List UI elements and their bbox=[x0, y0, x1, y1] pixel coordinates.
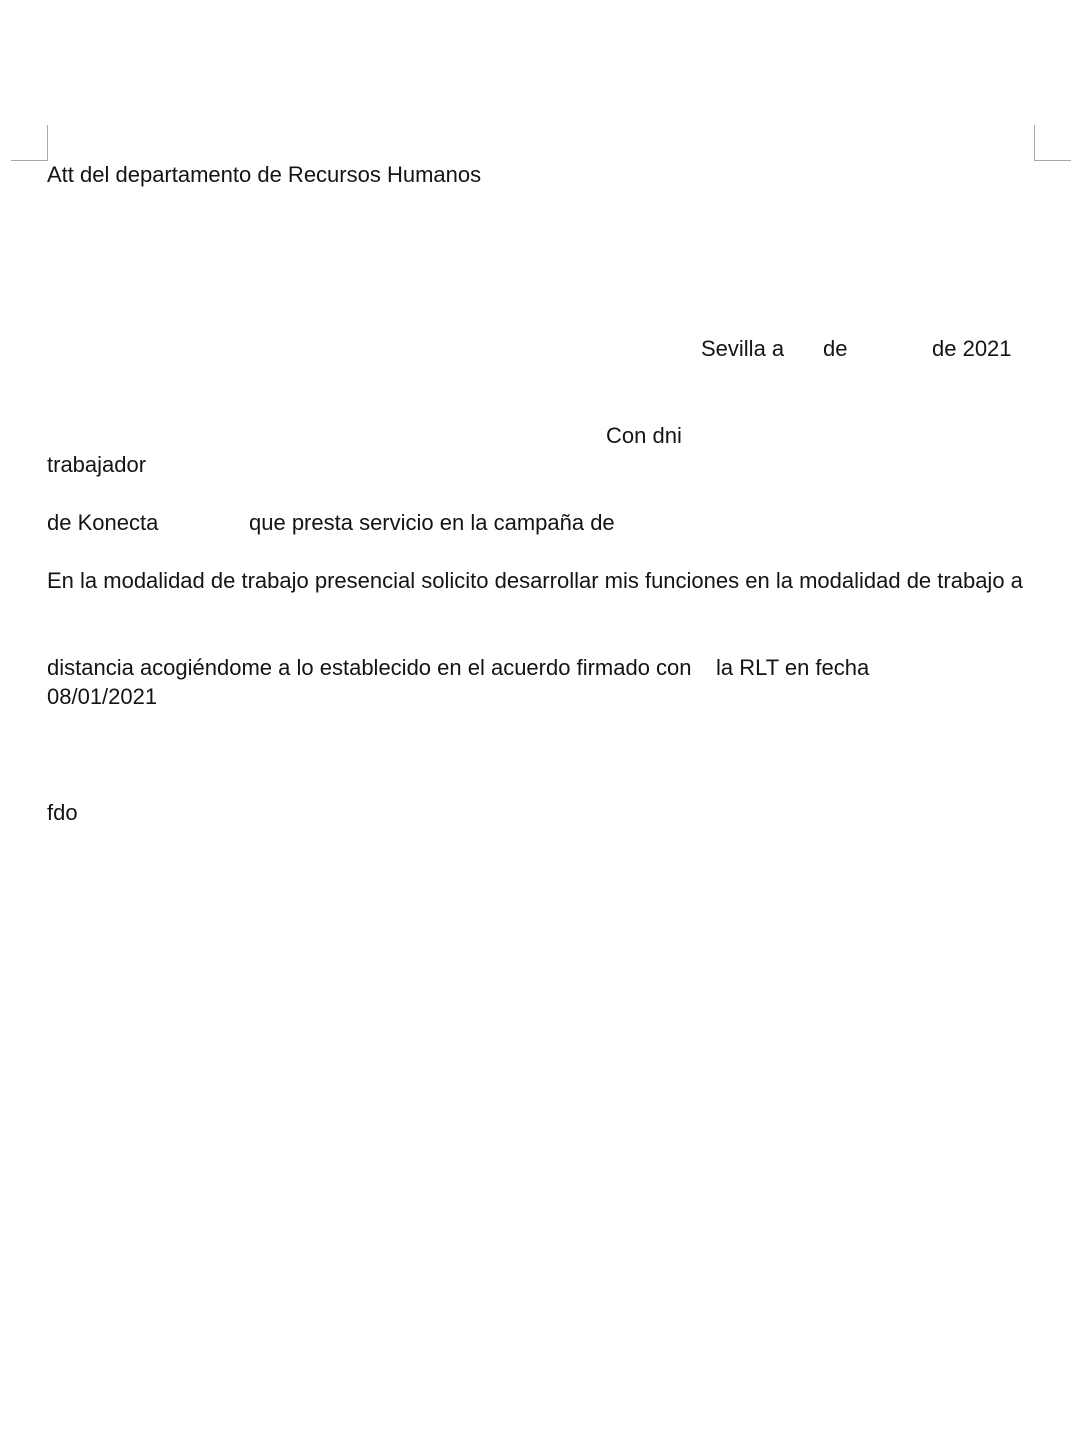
recipient-line: Att del departamento de Recursos Humanos bbox=[47, 162, 482, 187]
company-label: de Konecta bbox=[47, 510, 159, 535]
request-paragraph: En la modalidad de trabajo presencial solicito desarrollar mis funciones en la modalidad de trabajo a bbox=[47, 568, 1023, 593]
agreement-line: distancia acogiéndome a lo establecido en el acuerdo firmado con la RLT en fecha bbox=[47, 655, 870, 680]
campaign-label: que presta servicio en la campaña de bbox=[249, 510, 615, 535]
date-year: de 2021 bbox=[932, 336, 1012, 361]
signature-label: fdo bbox=[47, 800, 78, 825]
agreement-date: 08/01/2021 bbox=[47, 684, 158, 709]
trabajador-label: trabajador bbox=[47, 452, 147, 477]
dni-label: Con dni bbox=[606, 423, 682, 448]
top-left-crop-mark bbox=[11, 125, 48, 161]
top-right-crop-mark bbox=[1034, 125, 1071, 161]
date-de-day: de bbox=[823, 336, 848, 361]
date-place: Sevilla a bbox=[701, 336, 785, 361]
